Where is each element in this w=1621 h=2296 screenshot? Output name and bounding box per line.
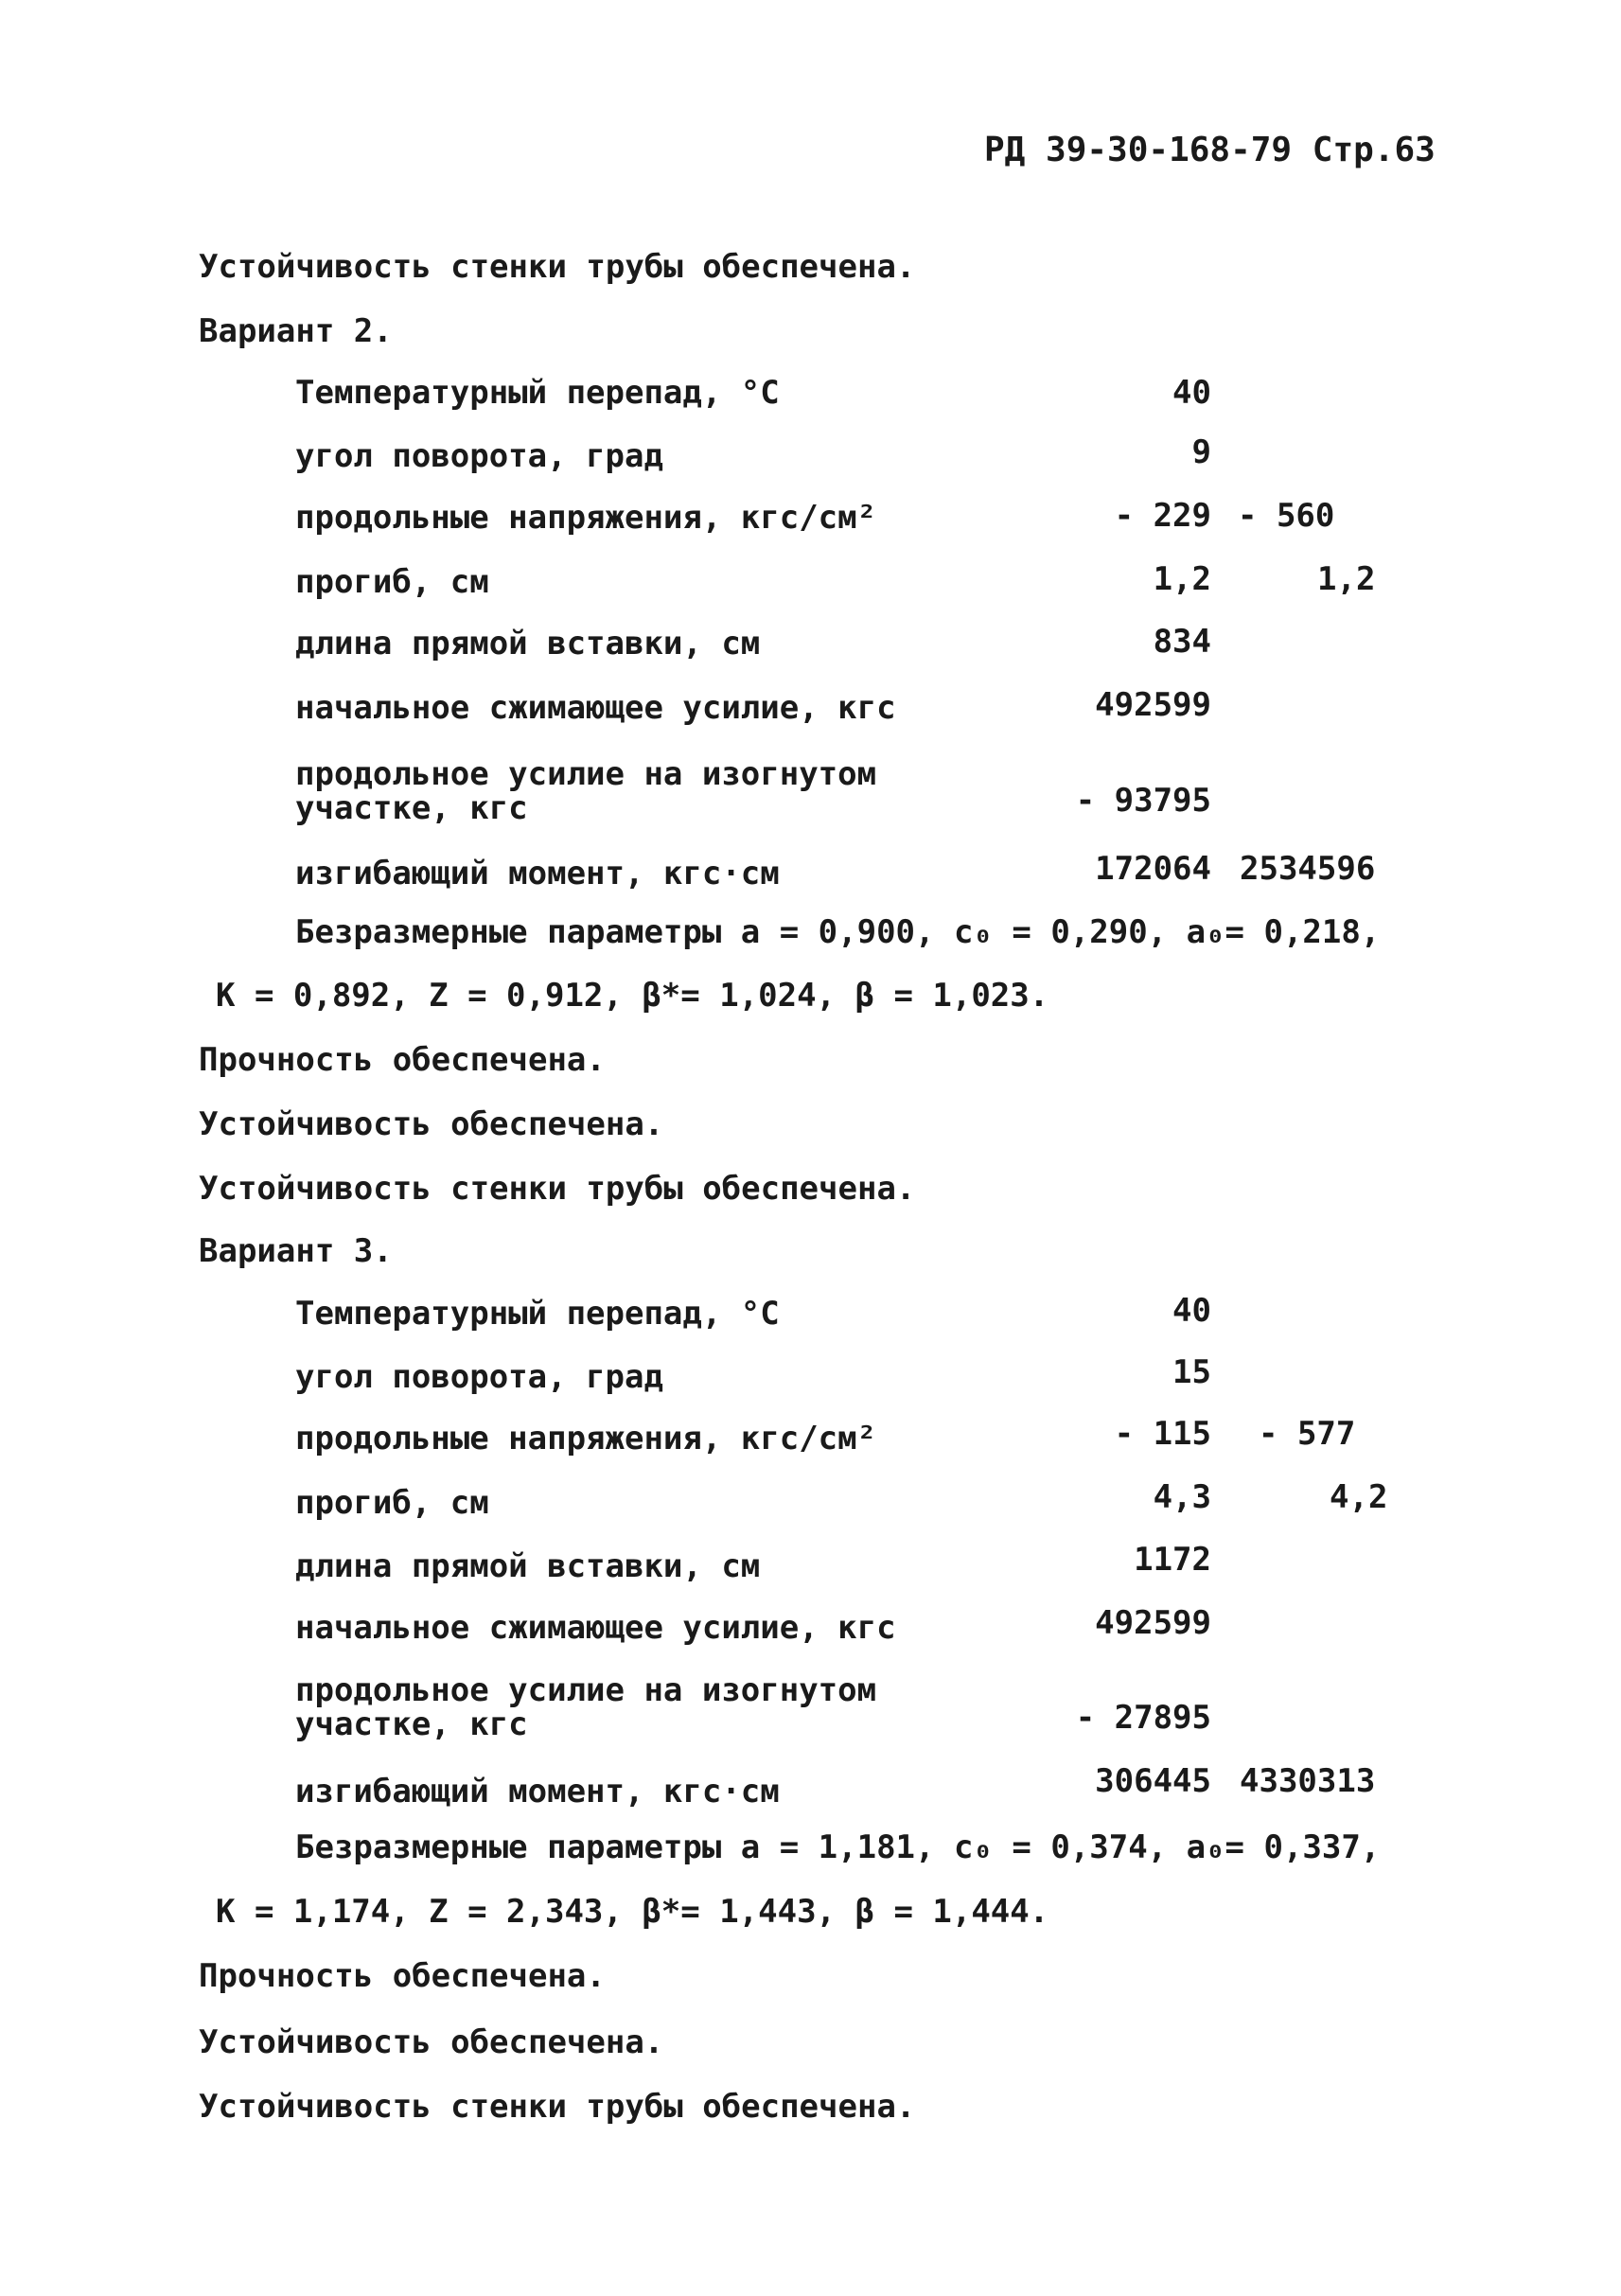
variant-2-title: Вариант 2. <box>199 312 393 350</box>
v3-conclusion-wall-stability: Устойчивость стенки трубы обеспечена. <box>199 2088 916 2126</box>
v2-insert-length-label: длина прямой вставки, см <box>295 625 761 662</box>
v3-deflection-value-2: 4,2 <box>1330 1478 1388 1516</box>
v3-temp-label: Температурный перепад, °С <box>295 1295 780 1333</box>
v3-insert-length-label: длина прямой вставки, см <box>295 1547 761 1585</box>
v2-conclusion-wall-stability: Устойчивость стенки трубы обеспечена. <box>199 1170 916 1208</box>
v2-initial-force-value: 492599 <box>1095 686 1211 724</box>
v3-params-line-2: K = 1,174, Z = 2,343, β*= 1,443, β = 1,444. <box>216 1893 1049 1931</box>
v2-insert-length-value: 834 <box>1153 623 1211 661</box>
v3-conclusion-strength: Прочность обеспечена. <box>199 1957 606 1995</box>
v2-stress-label: продольные напряжения, кгс/см² <box>295 499 877 537</box>
v3-deflection-label: прогиб, см <box>295 1484 489 1522</box>
v2-deflection-value-2: 1,2 <box>1317 560 1376 598</box>
v2-moment-value-1: 172064 <box>1095 850 1211 888</box>
v2-deflection-label: прогиб, см <box>295 563 489 601</box>
v2-initial-force-label: начальное сжимающее усилие, кгс <box>295 689 896 727</box>
v3-initial-force-value: 492599 <box>1095 1604 1211 1642</box>
v3-moment-value-2: 4330313 <box>1240 1762 1376 1800</box>
v3-stress-value-1: - 115 <box>1114 1415 1211 1453</box>
v3-params-line-1: Безразмерные параметры a = 1,181, c₀ = 0,374, a₀= 0,337, <box>295 1828 1381 1866</box>
v3-insert-length-value: 1172 <box>1134 1541 1211 1579</box>
v3-initial-force-label: начальное сжимающее усилие, кгс <box>295 1609 896 1647</box>
v3-stress-value-2: - 577 <box>1259 1415 1356 1453</box>
page-header: РД 39-30-168-79 Стр.63 <box>984 131 1436 169</box>
intro-text: Устойчивость стенки трубы обеспечена. <box>199 248 916 286</box>
v2-stress-value-2: - 560 <box>1238 497 1335 535</box>
v2-temp-label: Температурный перепад, °С <box>295 374 780 412</box>
v2-moment-label: изгибающий момент, кгс·см <box>295 855 780 892</box>
v2-params-line-1: Безразмерные параметры a = 0,900, c₀ = 0,290, a₀= 0,218, <box>295 913 1381 951</box>
variant-3-title: Вариант 3. <box>199 1232 393 1270</box>
v2-angle-value: 9 <box>1191 433 1211 471</box>
v2-deflection-value-1: 1,2 <box>1153 560 1211 598</box>
v2-conclusion-strength: Прочность обеспечена. <box>199 1041 606 1079</box>
v3-angle-value: 15 <box>1172 1353 1211 1391</box>
v3-moment-label: изгибающий момент, кгс·см <box>295 1773 780 1810</box>
v2-stress-value-1: - 229 <box>1114 497 1211 535</box>
v3-axial-force-value: - 27895 <box>1075 1699 1211 1737</box>
v2-params-line-2: K = 0,892, Z = 0,912, β*= 1,024, β = 1,023. <box>216 977 1049 1015</box>
v2-axial-force-label: продольное усилие на изогнутом участке, кгс <box>295 755 877 827</box>
v2-conclusion-stability: Устойчивость обеспечена. <box>199 1105 664 1143</box>
v3-angle-label: угол поворота, град <box>295 1358 663 1396</box>
v3-axial-force-label: продольное усилие на изогнутом участке, кгс <box>295 1671 877 1743</box>
v2-temp-value: 40 <box>1172 374 1211 412</box>
v3-conclusion-stability: Устойчивость обеспечена. <box>199 2023 664 2061</box>
v3-deflection-value-1: 4,3 <box>1153 1478 1211 1516</box>
v3-stress-label: продольные напряжения, кгс/см² <box>295 1420 877 1457</box>
v3-temp-value: 40 <box>1172 1292 1211 1330</box>
v2-moment-value-2: 2534596 <box>1240 850 1376 888</box>
v2-angle-label: угол поворота, град <box>295 437 663 475</box>
v2-axial-force-value: - 93795 <box>1075 782 1211 820</box>
v3-moment-value-1: 306445 <box>1095 1762 1211 1800</box>
